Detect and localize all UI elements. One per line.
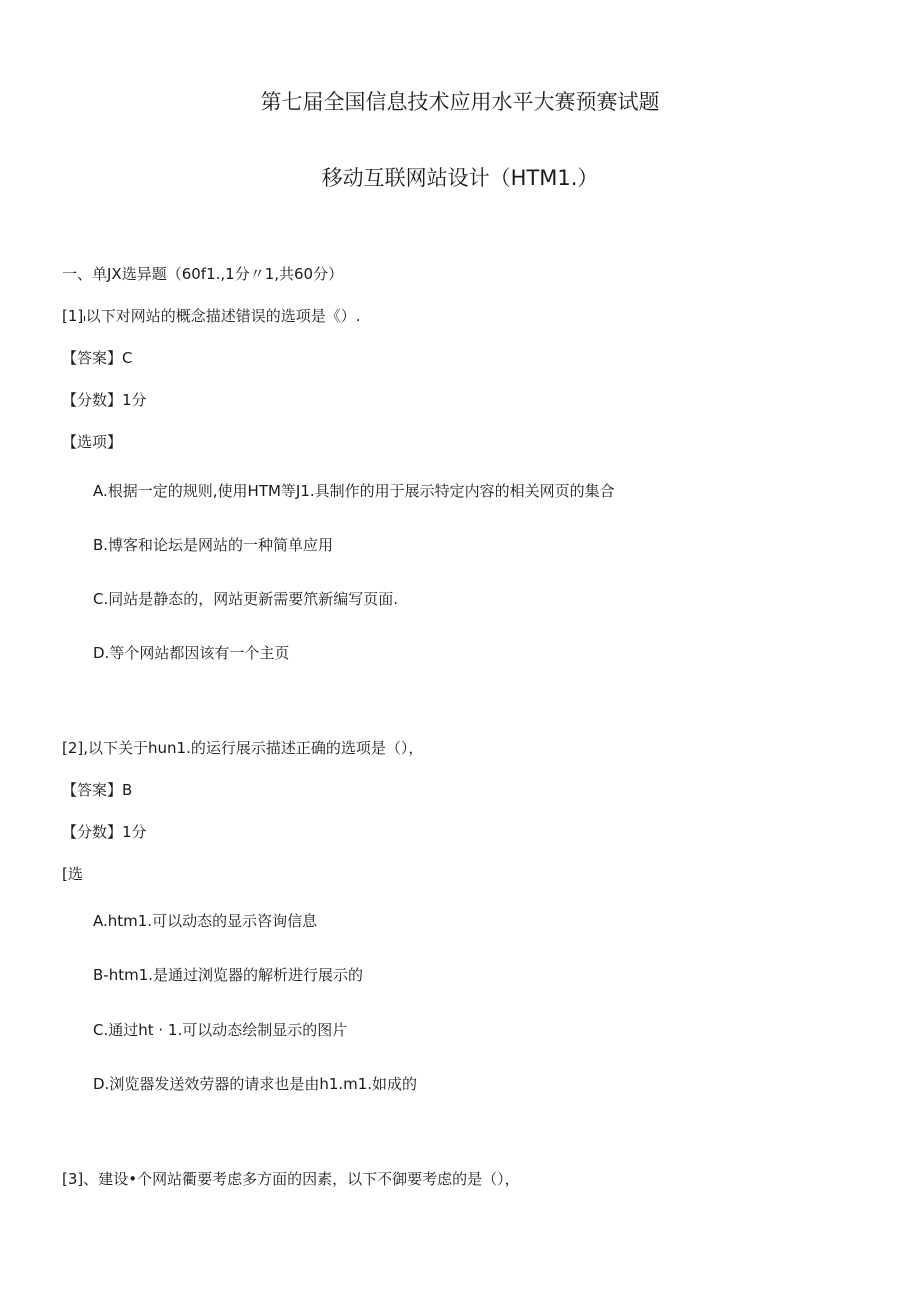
question-1-option-a: A.根据一定的规则,使用HTM等J1.具制作的用于展示特定内容的相关网页的集合 (93, 482, 615, 500)
question-2-option-b: B-htm1.是通过浏览器的解析进行展示的 (93, 966, 364, 984)
document-subtitle: 移动互联网站设计（HTM1.） (321, 166, 599, 190)
question-1-options-label: 【选项】 (62, 433, 123, 451)
question-1-option-c: C.同站是静态的，网站更新需要笊新编写页面. (93, 590, 399, 608)
question-1-option-d: D.等个网站都因该有一个主页 (93, 644, 290, 662)
question-1-option-b: B.博客和论坛是网站的一种简单应用 (93, 536, 334, 554)
question-3-stem: [3]、建设•个网站衢要考虑多方面的因素，以下不御要考虑的是（）， (62, 1170, 520, 1188)
question-2-options-label: [选 (62, 865, 83, 883)
question-2-option-c: C.通过ht · 1.可以动态绘制显示的图片 (93, 1021, 348, 1039)
question-2-answer: 【答案】B (62, 781, 133, 799)
section-heading: 一、单JX选异题（60f1.,1分〃1,共60分） (62, 265, 344, 283)
document-title: 第七届全国信息技术应用水平大赛预赛试题 (260, 90, 660, 114)
question-1-answer: 【答案】C (62, 349, 133, 367)
question-2-option-d: D.浏览器发送效劳器的请求也是由h1.m1.如成的 (93, 1075, 418, 1093)
question-2-option-a: A.htm1.可以动态的显示咨询信息 (93, 912, 318, 930)
question-1-score: 【分数】1分 (62, 391, 147, 409)
question-2-score: 【分数】1分 (62, 823, 147, 841)
question-2-stem: [2],以下关于hun1.的运行展示描述正确的选项是（）， (62, 739, 424, 757)
question-1-stem: [1]៲以下对网站的概念描述错误的选项是《）. (62, 307, 361, 325)
